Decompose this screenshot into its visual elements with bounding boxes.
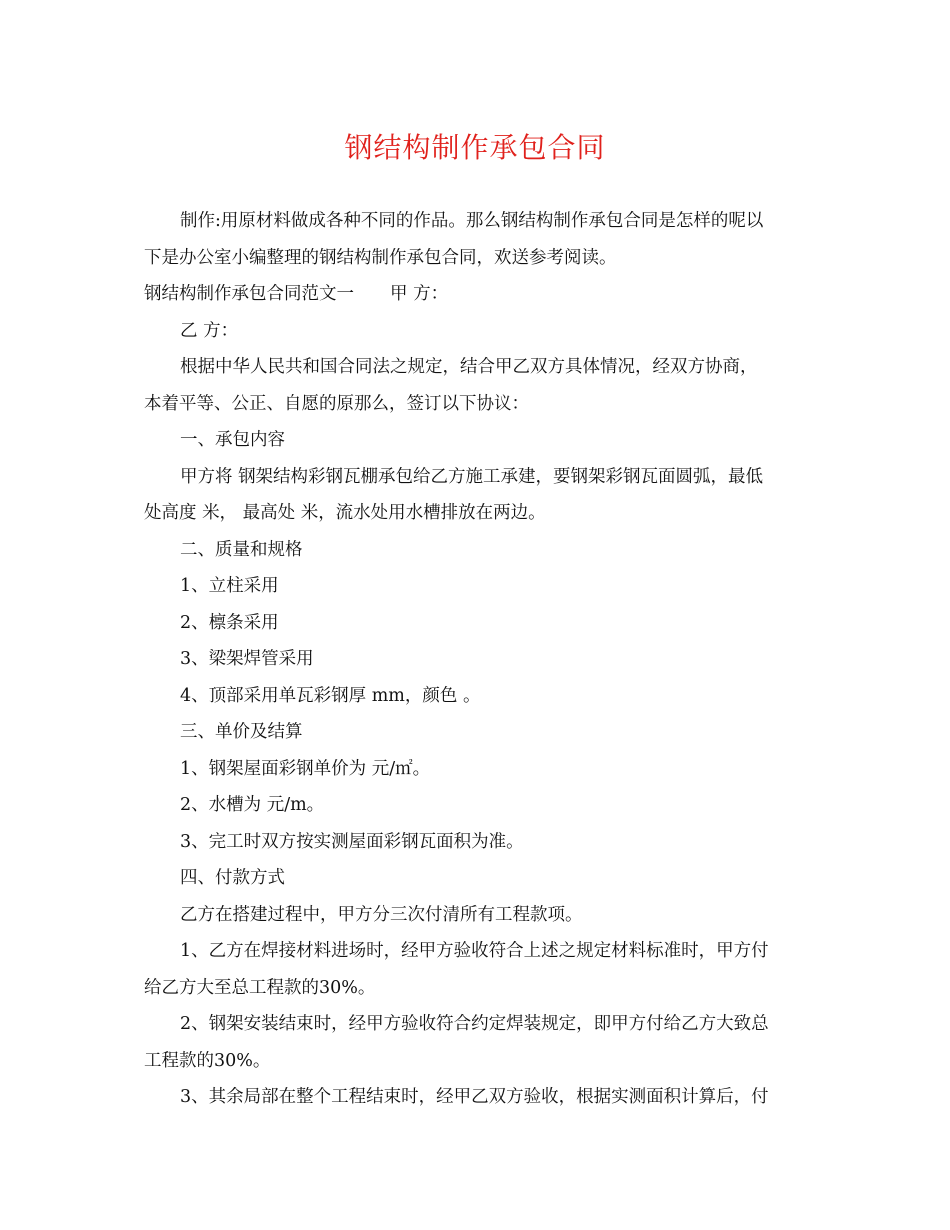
document-body — [144, 203, 812, 1116]
paragraph-line: 乙方在搭建过程中，甲方分三次付清所有工程款项。 — [180, 904, 583, 925]
section-heading: 一、承包内容 — [180, 430, 285, 450]
list-item: 4、顶部采用单瓦彩钢厚 mm，颜色 。 — [180, 685, 481, 706]
list-item: 2、钢架安装结束时，经甲方验收符合约定焊装规定，即甲方付给乙方大致总 — [180, 1014, 769, 1034]
paragraph-line: 处高度 米， 最高处 米，流水处用水槽排放在两边。 — [144, 503, 546, 523]
paragraph-line: 下是办公室小编整理的钢结构制作承包合同，欢送参考阅读。 — [144, 247, 617, 268]
section-heading: 二、质量和规格 — [180, 539, 303, 560]
paragraph-line: 给乙方大至总工程款的30%。 — [144, 977, 376, 998]
list-item: 1、钢架屋面彩钢单价为 元/㎡。 — [180, 758, 431, 779]
section-heading: 四、付款方式 — [180, 868, 285, 888]
paragraph-line: 本着平等、公正、自愿的原那么，签订以下协议： — [144, 393, 529, 414]
section-heading: 三、单价及结算 — [180, 722, 303, 742]
list-item: 1、乙方在焊接材料进场时，经甲方验收符合上述之规定材料标准时，甲方付 — [180, 941, 769, 961]
paragraph-line: 根据中华人民共和国合同法之规定，结合甲乙双方具体情况，经双方协商， — [180, 357, 758, 377]
list-item: 3、梁架焊管采用 — [180, 649, 314, 669]
party-b-label: 乙 方： — [180, 320, 239, 341]
paragraph-line: 甲方将 钢架结构彩钢瓦棚承包给乙方施工承建，要钢架彩钢瓦面圆弧，最低 — [180, 466, 764, 487]
paragraph-line — [144, 276, 812, 313]
list-item: 3、其余局部在整个工程结束时，经甲乙双方验收，根据实测面积计算后，付 — [180, 1087, 769, 1107]
list-item: 3、完工时双方按实测屋面彩钢瓦面积为准。 — [180, 831, 524, 852]
document-title: 钢结构制作承包合同 — [344, 131, 606, 164]
list-item: 1、立柱采用 — [180, 576, 279, 596]
list-item: 2、水槽为 元/m。 — [180, 795, 325, 815]
paragraph-line: 制作:用原材料做成各种不同的作品。那么钢结构制作承包合同是怎样的呢以 — [180, 211, 764, 231]
party-a-label: 甲 方： — [390, 284, 449, 304]
sample-heading: 钢结构制作承包合同范文一 — [144, 284, 354, 304]
paragraph-line: 工程款的30%。 — [144, 1050, 271, 1071]
list-item: 2、檩条采用 — [180, 612, 279, 633]
